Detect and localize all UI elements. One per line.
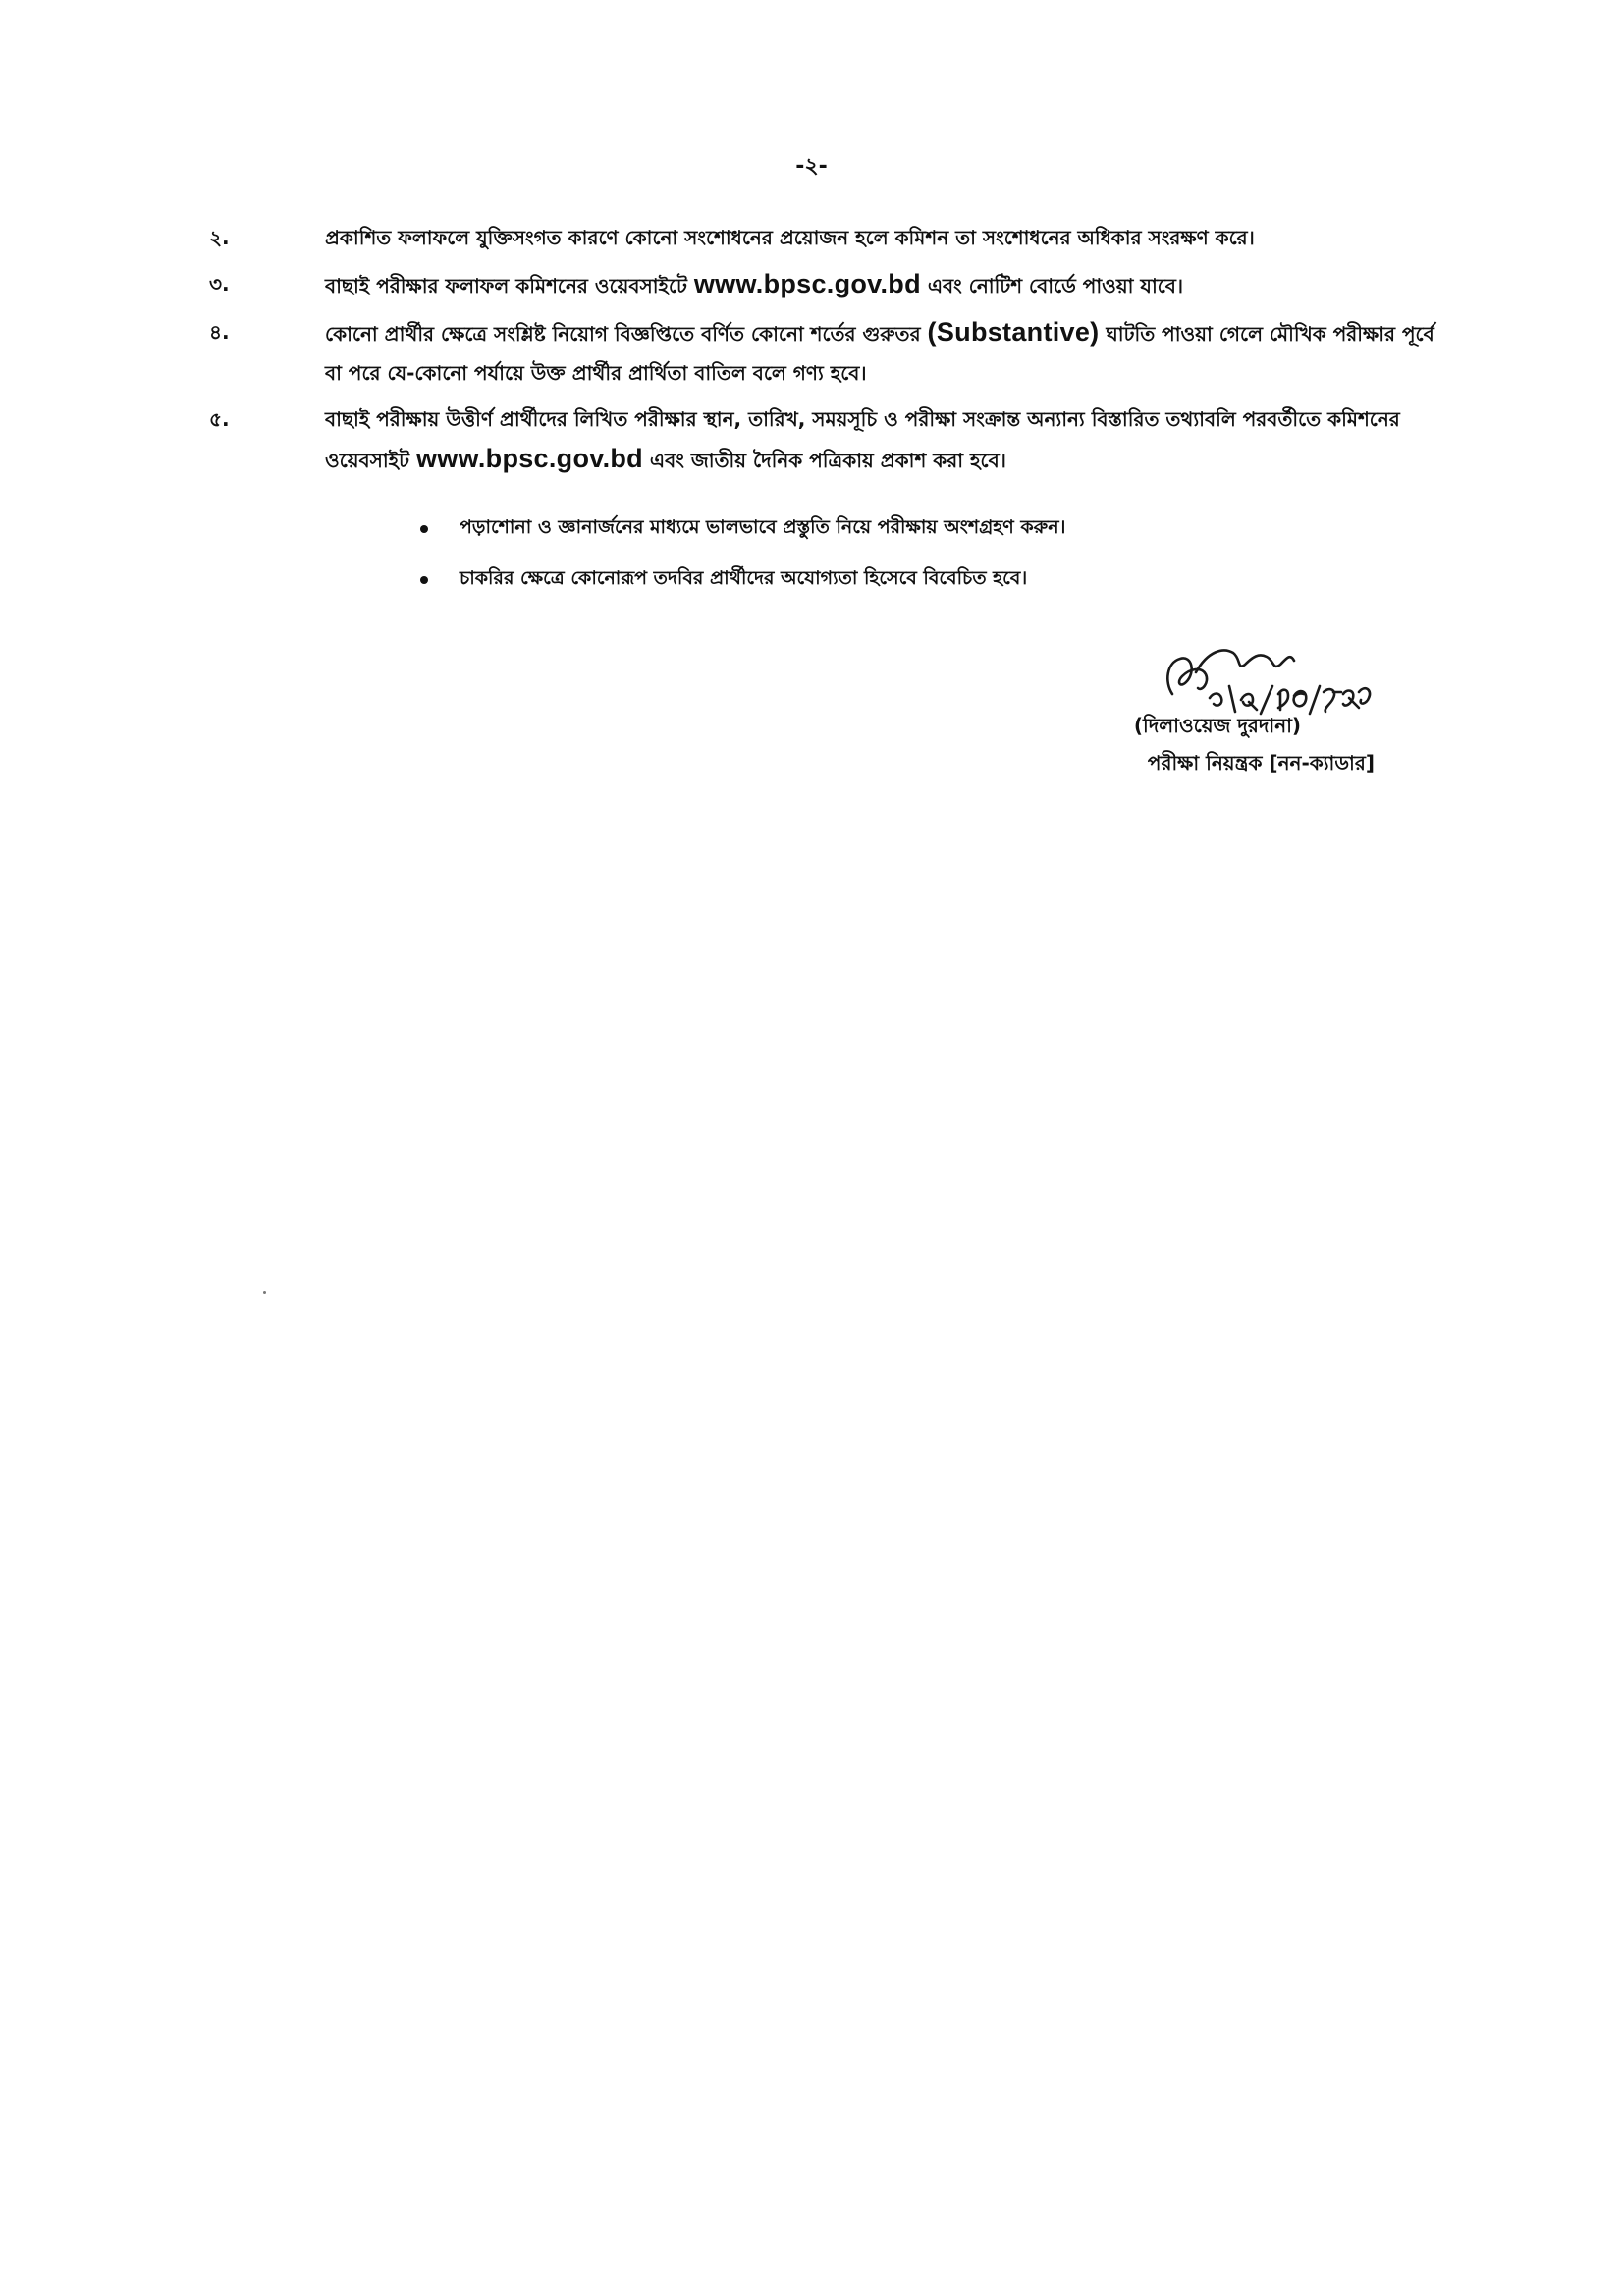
list-item-number: ৪. [209,320,230,344]
bullet-text: চাকরির ক্ষেত্রে কোনোরূপ তদবির প্রার্থীদের অযোগ্যতা হিসেবে বিবেচিত হবে। [460,567,1028,589]
list-item-text [325,400,1456,480]
list-item [209,312,1456,393]
latin-text: www.bpsc.gov.bd [415,444,643,473]
text-segment: এবং নোটিশ বোর্ডে পাওয়া যাবে। [920,274,1184,297]
bullet-item [420,507,1451,551]
latin-text: (Substantive) [927,317,1100,347]
page-number: -২- [795,154,828,179]
list-item-number: ৩. [209,272,230,295]
text-segment: প্রকাশিত ফলাফলে যুক্তিসংগত কারণে কোনো সংশোধনের প্রয়োজন হলে কমিশন তা সংশোধনের অধিকার সংরক্ষণ করে। [325,226,1255,249]
list-item-text [325,312,1456,393]
bullet-dot-icon [420,576,428,584]
text-segment: কোনো প্রার্থীর ক্ষেত্রে সংশ্লিষ্ট নিয়োগ বিজ্ঞপ্তিতে বর্ণিত কোনো শর্তের গুরুতর [325,322,928,346]
latin-text: www.bpsc.gov.bd [693,269,921,298]
text-segment: বাছাই পরীক্ষায় উত্তীর্ণ প্রার্থীদের লিখিত পরীক্ষার স্থান, তারিখ, সময়সূচি ও পরীক্ষা সংক্রান্ত অন্যান্য বিস্তারিত তথ্যাবলি পরবর্তীতে কমিশনের ওয়েবসাইট [325,407,1400,472]
signature-block [1060,643,1375,790]
bullet-text: পড়াশোনা ও জ্ঞানার্জনের মাধ্যমে ভালভাবে প্রস্তুতি নিয়ে পরীক্ষায় অংশগ্রহণ করুন। [460,516,1066,538]
text-segment: এবং জাতীয় দৈনিক পত্রিকায় প্রকাশ করা হবে। [642,449,1006,472]
list-item [209,264,1456,305]
text-segment: বাছাই পরীক্ষার ফলাফল কমিশনের ওয়েবসাইটে [325,274,694,297]
bullet-dot-icon [420,525,428,533]
text-segment: ঘাটতি পাওয়া গেলে মৌখিক পরীক্ষার পূর্বে বা পরে যে-কোনো পর্যায়ে উক্ত প্রার্থীর প্রার্থিতা বাতিল বলে গণ্য হবে। [325,322,1434,385]
signatory-title: পরীক্ষা নিয়ন্ত্রক [নন-ক্যাডার] [1147,751,1375,774]
list-item-text [325,264,1456,305]
list-item [209,218,1456,257]
scan-speck [263,1291,266,1294]
bullet-list [420,507,1451,610]
list-item [209,400,1456,480]
signatory-name: (দিলাওয়েজ দুরদানা) [1133,714,1302,737]
numbered-list [209,218,1456,487]
list-item-text [325,218,1456,257]
bullet-item [420,559,1451,602]
list-item-number: ২. [209,226,230,249]
list-item-number: ৫. [209,407,230,431]
